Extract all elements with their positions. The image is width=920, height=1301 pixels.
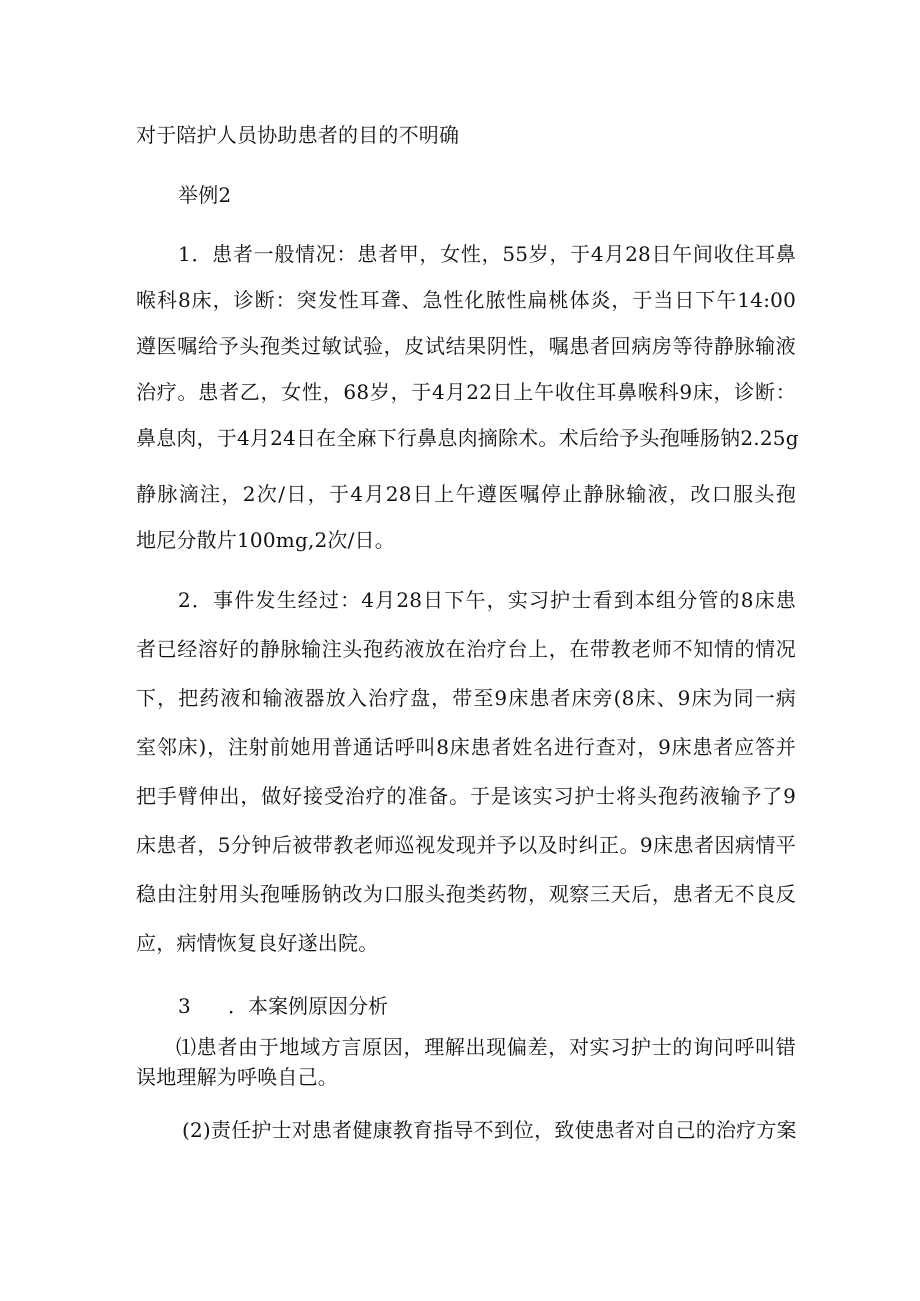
paragraph-line: 下，把药液和输液器放入治疗盘，带至9床患者床旁(8床、9床为同一病 (136, 686, 796, 710)
paragraph-line: 稳由注射用头孢唾肠钠改为口服头孢类药物，观察三天后，患者无不良反 (136, 882, 796, 906)
paragraph-line: 者已经溶好的静脉输注头孢药液放在治疗台上，在带教老师不知情的情况 (136, 637, 796, 661)
paragraph-line: 把手臂伸出，做好接受治疗的准备。于是该实习护士将头孢药液输予了9 (136, 784, 796, 808)
paragraph-line: 鼻息肉，于4月24日在全麻下行鼻息肉摘除术。术后给予头孢唾肠钠2.25g (136, 426, 799, 450)
paragraph-line: 1．患者一般情况：患者甲，女性，55岁，于4月28日午间收住耳鼻 (178, 242, 796, 266)
analysis-item-2-line: (2)责任护士对患者健康教育指导不到位，致使患者对自己的治疗方案 (182, 1118, 797, 1142)
paragraph-line: 静脉滴注，2次/日，于4月28日上午遵医嘱停止静脉输液，改口服头孢 (136, 482, 796, 506)
paragraph-line: 室邻床)，注射前她用普通话呼叫8床患者姓名进行查对，9床患者应答并 (136, 735, 796, 759)
paragraph-line: 床患者，5分钟后被带教老师巡视发现并予以及时纠正。9床患者因病情平 (136, 833, 796, 857)
paragraph-line: 喉科8床，诊断：突发性耳聋、急性化脓性扁桃体炎，于当日下午14:00 (136, 288, 796, 312)
example-heading: 举例2 (178, 183, 232, 207)
section-3-heading: ．本案例原因分析 (228, 994, 388, 1018)
paragraph-line: 地尼分散片100mg,2次/日。 (136, 528, 395, 552)
paragraph-line: 应，病情恢复良好遂出院。 (136, 931, 379, 955)
analysis-item-1-line: ⑴患者由于地域方言原因，理解出现偏差，对实习护士的询问呼叫错 (176, 1035, 796, 1059)
paragraph-line: 2．事件发生经过：4月28日下午，实习护士看到本组分管的8床患 (178, 588, 796, 612)
paragraph-line: 治疗。患者乙，女性，68岁，于4月22日上午收住耳鼻喉科9床，诊断： (136, 380, 796, 404)
analysis-item-1-line: 误地理解为呼唤自己。 (136, 1065, 338, 1089)
intro-line: 对于陪护人员协助患者的目的不明确 (136, 123, 460, 147)
paragraph-line: 遵医嘱给予头孢类过敏试验，皮试结果阴性，嘱患者回病房等待静脉输液 (136, 334, 796, 358)
section-3-number: 3 (178, 994, 191, 1018)
